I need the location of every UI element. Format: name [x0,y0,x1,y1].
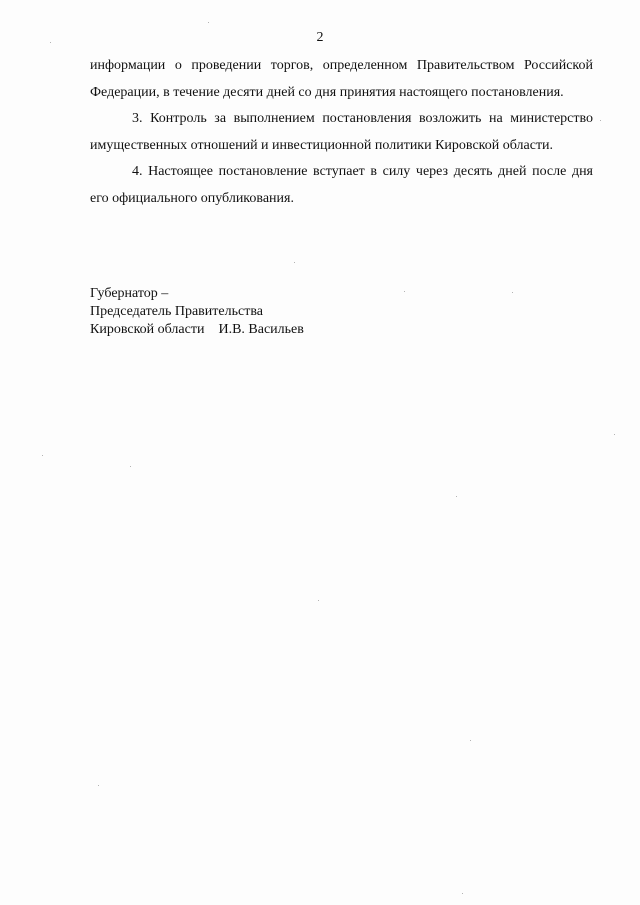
paragraph-continuation: информации о проведении торгов, определенном Правительством Российской Федерации, в течение десяти дней со дня принятия настоящего постановления. [90,58,593,100]
scan-speck [614,434,615,435]
paragraph-item-4: 4. Настоящее постановление вступает в силу через десять дней после дня его официального опубликования. [90,164,593,206]
page-number: 2 [316,30,324,45]
document-body [90,53,593,212]
scan-speck [512,292,513,293]
paragraph-item-3: 3. Контроль за выполнением постановления возложить на министерство имущественных отношений и инвестиционной политики Кировской области. [90,111,593,153]
scan-speck [456,496,457,497]
scan-speck [600,120,601,121]
scan-speck [208,22,209,23]
scan-speck [404,291,405,292]
scan-speck [42,455,43,456]
scan-speck [98,785,99,786]
scan-speck [130,466,131,467]
scan-speck [294,262,295,263]
signature-title-line-3: Кировской области И.В. Васильев [90,322,304,337]
scan-speck [50,42,51,43]
scan-speck [318,600,319,601]
signature-title-line-2: Председатель Правительства [90,304,263,319]
signature-block [90,285,304,339]
scan-speck [462,893,463,894]
scan-speck [470,740,471,741]
signature-title-line-1: Губернатор – [90,286,169,301]
